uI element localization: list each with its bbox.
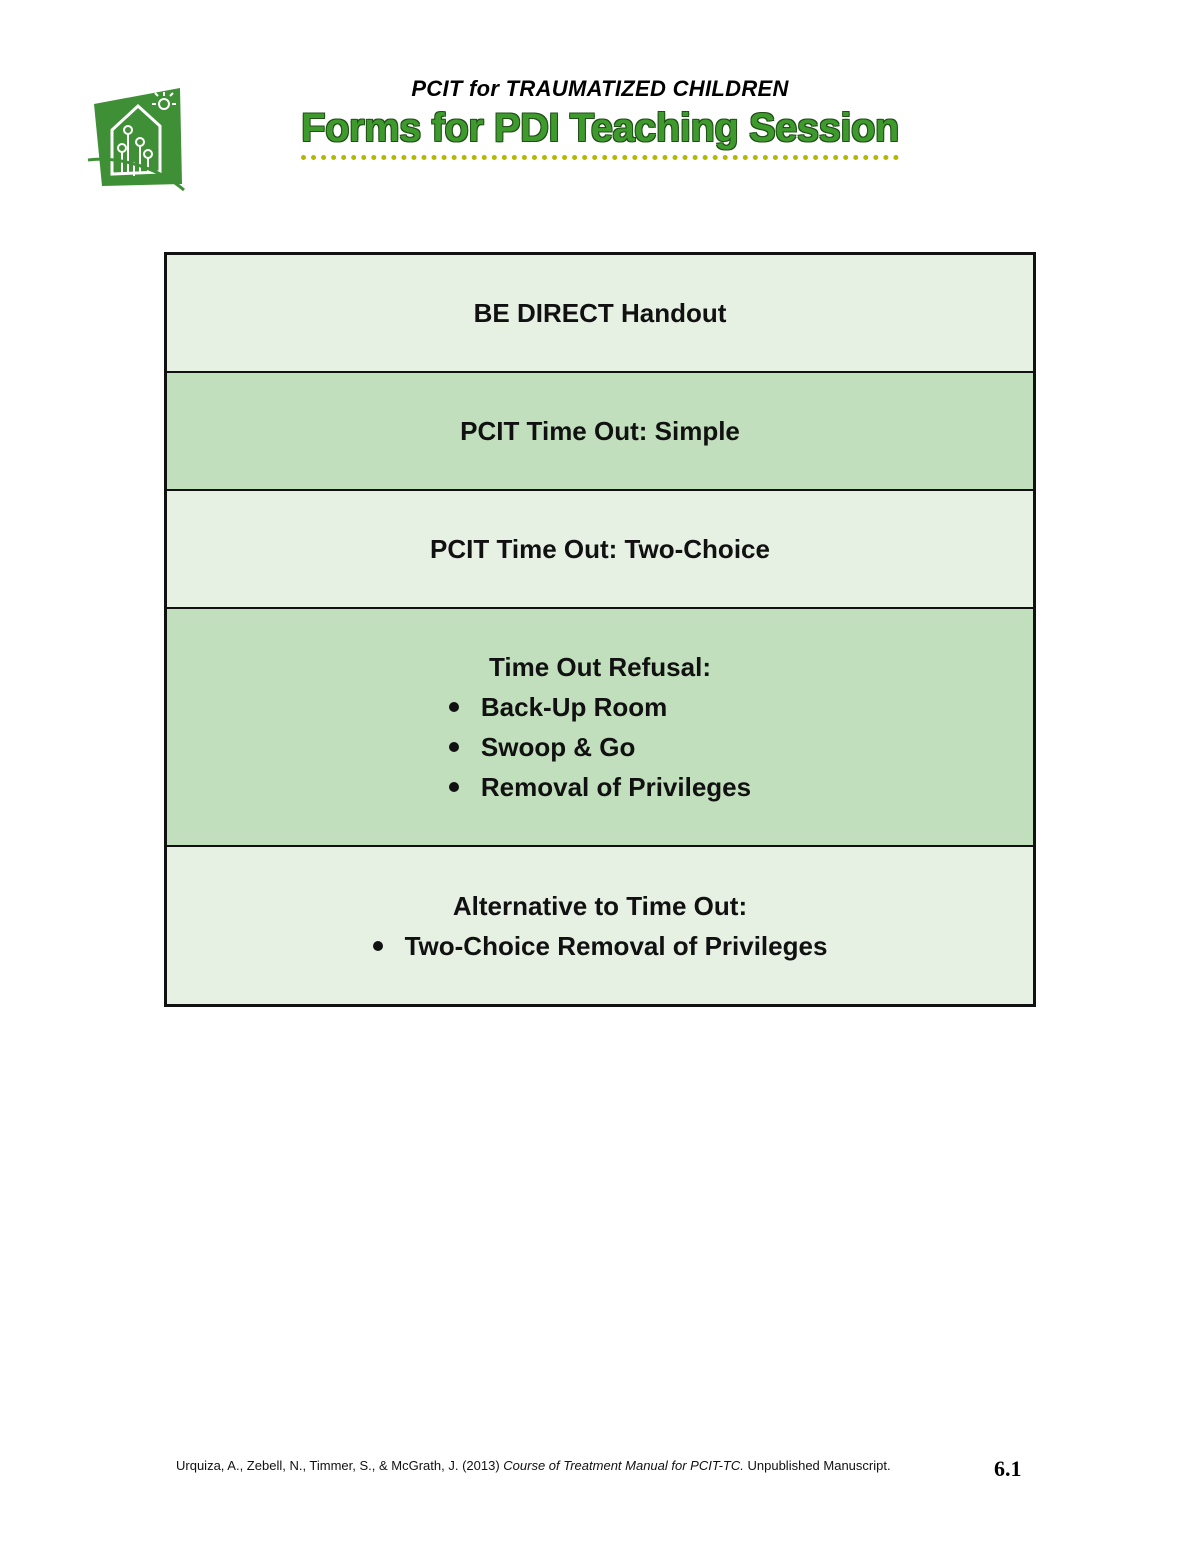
document-title-wrap [0,106,1200,160]
page-number: 6.1 [994,1456,1022,1481]
form-row-heading: Alternative to Time Out: [452,890,748,921]
form-row-heading: Time Out Refusal: [488,652,711,682]
list-item [449,687,751,727]
form-row-alternative [167,847,1033,1004]
form-row-be-direct [167,255,1033,373]
form-row-label: PCIT Time Out: Two-Choice [430,533,770,564]
list-item-label: Back-Up Room [480,692,668,722]
bullet-icon [373,941,383,951]
bullet-icon [449,742,459,752]
forms-table [164,252,1036,1007]
document-subtitle: PCIT for TRAUMATIZED CHILDREN [411,76,789,101]
form-row-time-out-two-choice [167,491,1033,609]
citation-authors: Urquiza, A., Zebell, N., Timmer, S., & McGrath, J. (2013) [176,1458,500,1473]
citation-title: Course of Treatment Manual for PCIT-TC. [503,1458,744,1473]
alternative-options-list [373,926,828,966]
list-item [449,727,751,767]
document-title: Forms for PDI Teaching Session [301,106,899,160]
form-row-time-out-refusal [167,609,1033,847]
list-item-label: Swoop & Go [480,732,636,762]
list-item-label: Removal of Privileges [480,772,752,802]
citation-note: Unpublished Manuscript. [747,1458,891,1473]
list-item-label: Two-Choice Removal of Privileges [404,930,828,961]
list-item [373,926,828,966]
list-item [449,767,751,807]
form-row-label: BE DIRECT Handout [473,297,727,328]
form-row-label: PCIT Time Out: Simple [460,415,740,446]
bullet-icon [449,702,459,712]
footer-citation [176,1458,1036,1473]
bullet-icon [449,782,459,792]
form-row-time-out-simple [167,373,1033,491]
refusal-options-list [449,687,751,807]
